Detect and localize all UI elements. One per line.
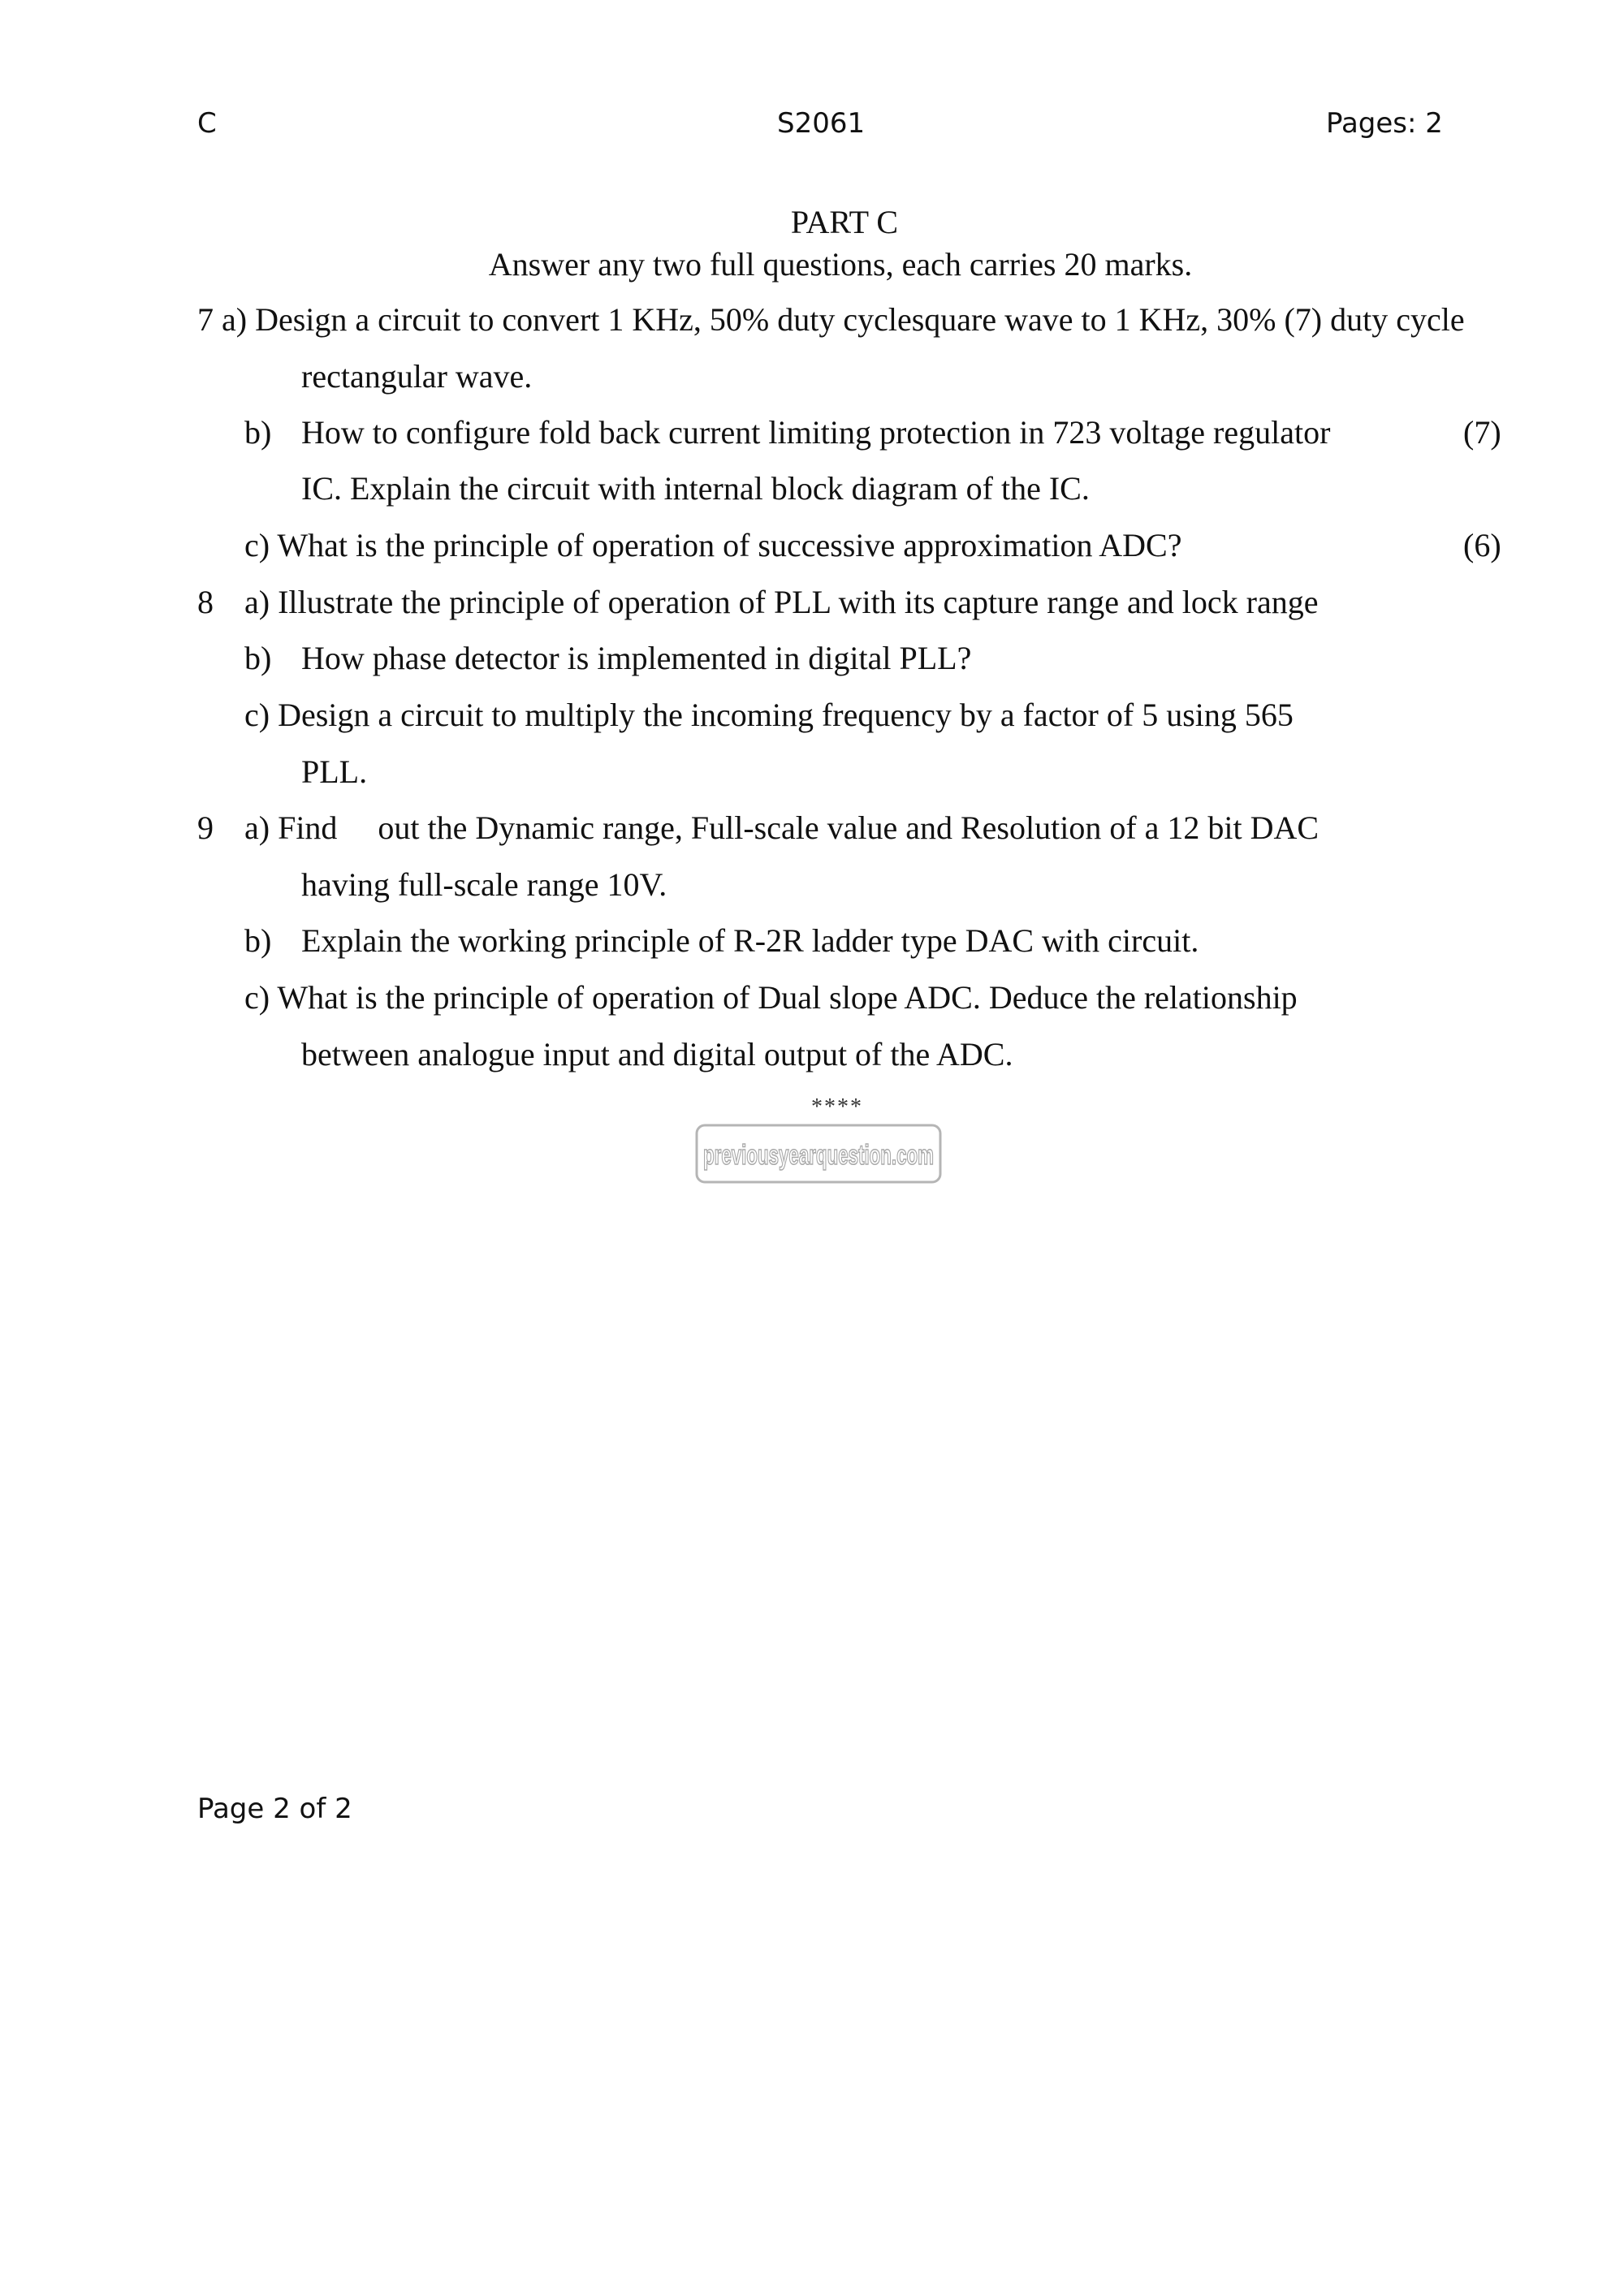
q8a-line1: a) Illustrate the principle of operation of PLL with its capture range and lock range bbox=[244, 584, 1319, 620]
q8b-label: b) bbox=[244, 640, 272, 676]
q9b-line1: Explain the working principle of R-2R ladder type DAC with circuit. bbox=[301, 922, 1199, 959]
watermark-logo bbox=[694, 1120, 943, 1187]
q7c-line1: c) What is the principle of operation of successive approximation ADC? bbox=[244, 527, 1182, 563]
q7b-label: b) bbox=[244, 414, 272, 451]
header-scheme: C bbox=[197, 107, 217, 140]
page-header bbox=[0, 107, 1624, 148]
q9a-line1: a) Find out the Dynamic range, Full-scale value and Resolution of a 12 bit DAC bbox=[244, 809, 1320, 846]
page-footer: Page 2 of 2 bbox=[197, 1793, 352, 1825]
q7b-marks: (7) bbox=[1463, 414, 1501, 451]
header-code: S2061 bbox=[777, 107, 866, 140]
q7b-line2: IC. Explain the circuit with internal block diagram of the IC. bbox=[301, 470, 1090, 507]
watermark-text: previousyearquestion.com bbox=[703, 1140, 934, 1171]
part-title: PART C bbox=[790, 204, 899, 240]
q9-number: 9 bbox=[197, 809, 214, 846]
q9c-line2: between analogue input and digital output of the ADC. bbox=[301, 1036, 1013, 1072]
q7b-line1: How to configure fold back current limiting protection in 723 voltage regulator bbox=[301, 414, 1331, 451]
end-marker: **** bbox=[811, 1094, 863, 1120]
q9a-line2: having full-scale range 10V. bbox=[301, 866, 667, 903]
q7c-marks: (6) bbox=[1463, 527, 1501, 563]
part-instruction: Answer any two full questions, each carries 20 marks. bbox=[488, 246, 1193, 283]
q8c-line1: c) Design a circuit to multiply the incoming frequency by a factor of 5 using 565 bbox=[244, 697, 1294, 733]
q7a-line1: 7 a) Design a circuit to convert 1 KHz, 50% duty cyclesquare wave to 1 KHz, 30% (7) duty cycle bbox=[197, 301, 1465, 338]
q8c-line2: PLL. bbox=[301, 753, 368, 790]
q8-number: 8 bbox=[197, 584, 214, 620]
header-pages: Pages: 2 bbox=[1326, 107, 1443, 140]
q8b-line1: How phase detector is implemented in digital PLL? bbox=[301, 640, 972, 676]
q9c-line1: c) What is the principle of operation of Dual slope ADC. Deduce the relationship bbox=[244, 979, 1298, 1016]
q7a-line2: rectangular wave. bbox=[301, 358, 533, 395]
q9b-label: b) bbox=[244, 922, 272, 959]
